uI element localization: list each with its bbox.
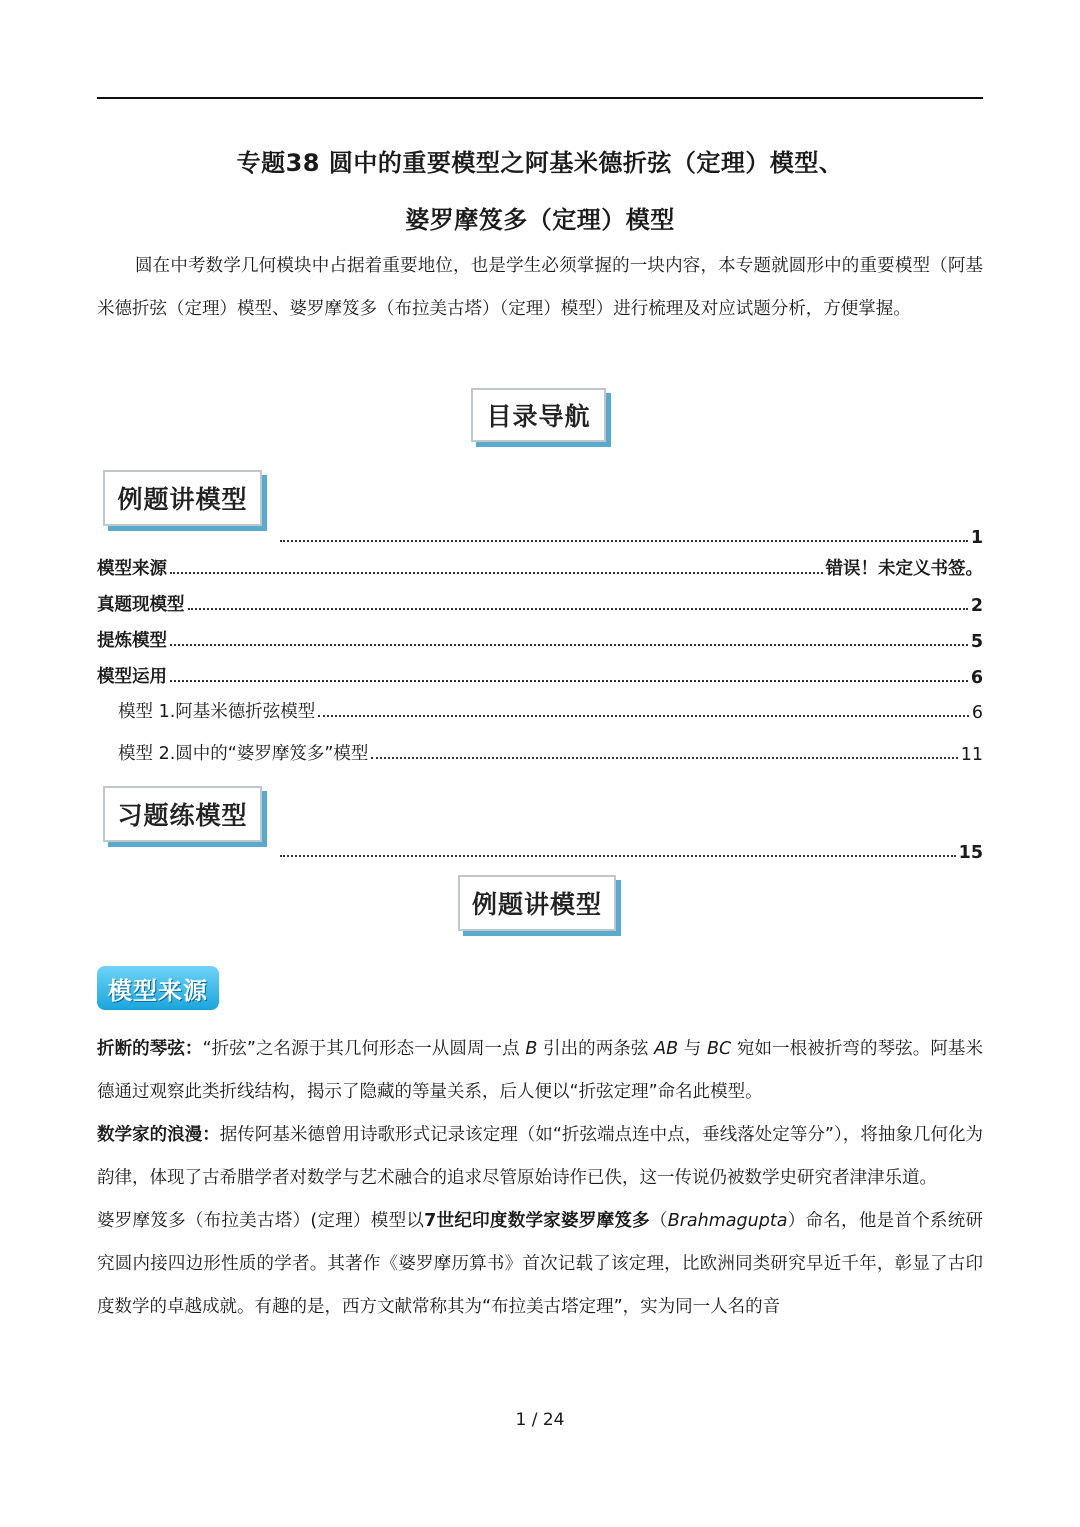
math-var: B [525, 1039, 538, 1059]
text-span: 宛如一根被折弯的琴弦。阿基米德通过观察此类折线结构，揭示了隐藏的等量关系，后人便以“折弦定理”命名此模型。 [97, 1039, 983, 1102]
toc-heading-box: 目录导航 [471, 388, 606, 442]
paragraph-broken-string [97, 1028, 983, 1114]
paragraph-brahmagupta [97, 1200, 983, 1329]
toc-page: 5 [970, 632, 983, 652]
intro-paragraph: 圆在中考数学几何模块中占据着重要地位，也是学生必须掌握的一块内容，本专题就圆形中的重要模型（阿基米德折弦（定理）模型、婆罗摩笈多（布拉美古塔）（定理）模型）进行梳理及对应试题分析，方便掌握。 [97, 256, 983, 319]
text-span: “折弦”之名源于其几何形态一从圆周一点 [202, 1039, 526, 1059]
toc-page: 15 [958, 843, 983, 863]
toc-leader [318, 715, 969, 717]
toc-label: 模型 1.阿基米德折弦模型 [118, 702, 316, 722]
paragraph-romance [97, 1114, 983, 1200]
toc-row[interactable] [97, 622, 983, 652]
toc-label: 提炼模型 [97, 631, 167, 651]
toc-row[interactable] [97, 658, 983, 688]
section1-box: 例题讲模型 [103, 470, 262, 526]
body-text [97, 1028, 983, 1329]
model-source-pill: 模型来源 [97, 966, 219, 1010]
toc-row-section2[interactable] [277, 833, 983, 863]
toc-leader [170, 680, 968, 682]
toc-leader [371, 757, 957, 759]
doc-title-line1: 专题38 圆中的重要模型之阿基米德折弦（定理）模型、 [236, 149, 844, 177]
toc-row[interactable] [97, 550, 983, 580]
text-span-bold: 7世纪印度数学家婆罗摩笈多 [424, 1211, 650, 1231]
header-rule [97, 97, 983, 99]
text-span: （ [649, 1211, 668, 1231]
toc-leader [188, 608, 968, 610]
toc-label: 模型 2.圆中的“婆罗摩笈多”模型 [118, 744, 369, 764]
text-span: 婆罗摩笈多（布拉美古塔）(定理）模型以 [97, 1211, 425, 1231]
section2-box: 习题练模型 [103, 786, 262, 842]
text-span: 引出的两条弦 [537, 1039, 655, 1059]
section-heading-box: 例题讲模型 [458, 875, 616, 931]
math-var: BC [707, 1039, 732, 1059]
toc-leader [280, 540, 968, 542]
toc-row[interactable] [97, 735, 983, 765]
page-number: 1 / 24 [515, 1410, 565, 1430]
text-span: ）命名，他是首个系统研究圆内接四边形性质的学者。其著作《婆罗摩历算书》首次记载了该定理，比欧洲同类研究早近千年，彰显了古印度数学的卓越成就。有趣的是，西方文献常称其为“布拉美古塔定理”，实为同一人名的音 [97, 1211, 983, 1317]
toc-page: 6 [971, 703, 983, 723]
toc-label: 真题现模型 [97, 595, 185, 615]
paragraph-label: 折断的琴弦： [97, 1039, 203, 1059]
toc-page: 11 [960, 745, 983, 765]
toc-page: 错误！未定义书签。 [825, 559, 983, 579]
toc-row[interactable] [97, 693, 983, 723]
toc-leader [170, 572, 823, 574]
toc-label: 模型运用 [97, 667, 167, 687]
toc-row-section1[interactable] [277, 518, 983, 548]
text-span-italic: Brahmagupta [667, 1211, 788, 1231]
toc-leader [280, 855, 956, 857]
toc-leader [170, 644, 968, 646]
toc-page: 2 [970, 596, 983, 616]
text-span: 与 [678, 1039, 708, 1059]
doc-title-line2: 婆罗摩笈多（定理）模型 [405, 206, 675, 234]
toc-label: 模型来源 [97, 559, 167, 579]
text-span: 据传阿基米德曾用诗歌形式记录该定理（如“折弦端点连中点，垂线落处定等分”），将抽象几何化为韵律，体现了古希腊学者对数学与艺术融合的追求尽管原始诗作已佚，这一传说仍被数学史研究者津津乐道。 [97, 1125, 984, 1188]
toc-page: 1 [970, 528, 983, 548]
math-var: AB [654, 1039, 679, 1059]
paragraph-label: 数学家的浪漫： [97, 1125, 220, 1145]
toc-row[interactable] [97, 586, 983, 616]
toc-page: 6 [970, 668, 983, 688]
